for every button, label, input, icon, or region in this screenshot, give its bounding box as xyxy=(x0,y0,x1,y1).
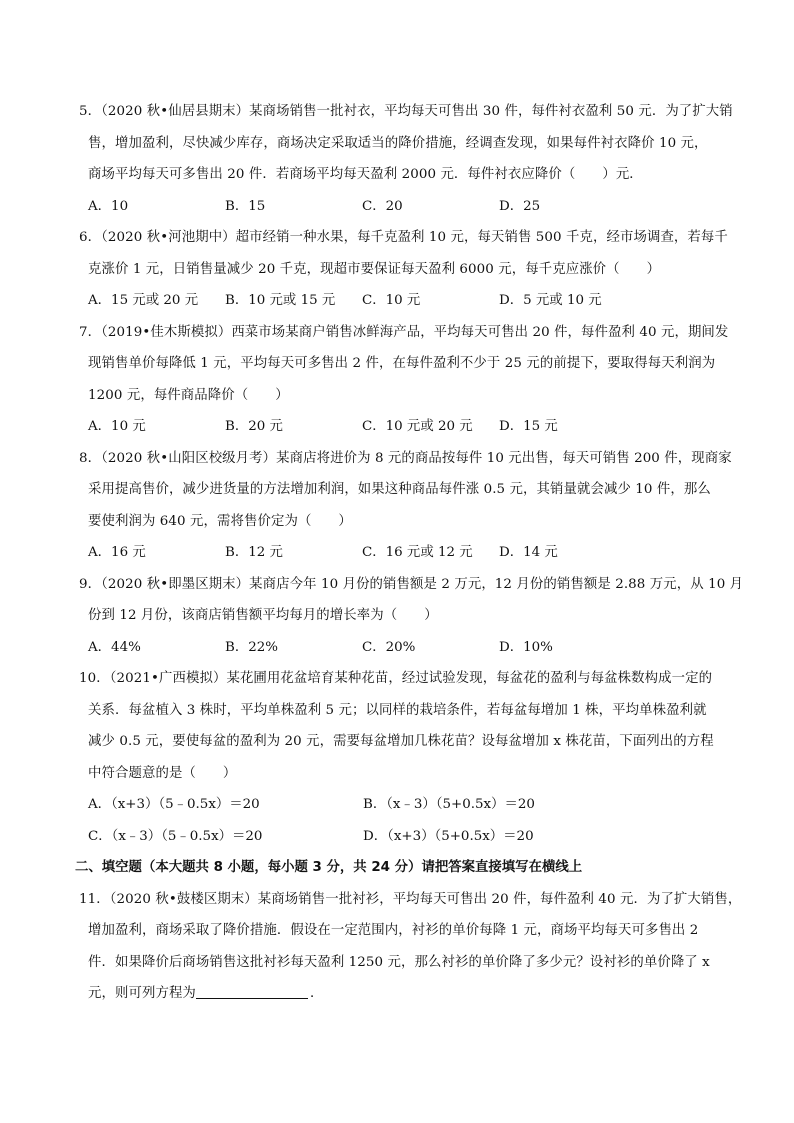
option-d: D．5 元或 10 元 xyxy=(499,293,602,308)
question-7 xyxy=(79,317,729,443)
question-11-end-mark: ． xyxy=(309,986,324,1001)
question-10 xyxy=(79,663,728,852)
section-2-heading: 二、填空题（本大题共 8 小题，每小题 3 分，共 24 分）请把答案直接填写在横线上 xyxy=(75,860,583,875)
question-7-line-2: 现销售单价每降低 1 元，平均每天可多售出 2 件，在每件盈利不少于 25 元的前提下，要取得每天利润为 xyxy=(88,356,716,371)
question-10-options-row-1 xyxy=(88,789,728,821)
question-9-line-1: 9．（2020 秋•即墨区期末）某商店今年 10 月份的销售额是 2 万元，12 月份的销售额是 2.88 万元，从 10 月 xyxy=(79,576,744,592)
question-9-line-2: 份到 12 月份，该商店销售额平均每月的增长率为（ ） xyxy=(88,608,438,623)
option-b: B．12 元 xyxy=(225,545,283,560)
question-9-options xyxy=(88,632,728,664)
question-10-line-3: 减少 0.5 元，要使每盆的盈利为 20 元，需要每盆增加几株花苗？设每盆增加 x 株花苗，下面列出的方程 xyxy=(88,734,714,749)
question-6-options xyxy=(88,285,728,317)
question-7-line-1: 7．（2019•佳木斯模拟）西菜市场某商户销售冰鲜海产品，平均每天可售出 20 件，每件盈利 40 元，期间发 xyxy=(79,324,729,340)
answer-blank[interactable] xyxy=(196,984,308,999)
question-8-line-2: 采用提高售价，减少进货量的方法增加利润，如果这种商品每件涨 0.5 元，其销量就会减少 10 件，那么 xyxy=(88,482,711,497)
question-6-line-2: 克涨价 1 元，日销售量减少 20 千克，现超市要保证每天盈利 6000 元，每千克应涨价（ ） xyxy=(88,261,661,277)
option-d: D．15 元 xyxy=(499,419,558,434)
question-5-options xyxy=(88,191,728,223)
option-c: C．（x﹣3）（5﹣0.5x）＝20 xyxy=(88,828,263,844)
question-10-line-2: 关系．每盆植入 3 株时，平均单株盈利 5 元；以同样的栽培条件，若每盆每增加 1 株，平均单株盈利就 xyxy=(88,702,707,718)
question-5-line-2: 售，增加盈利，尽快减少库存，商场决定采取适当的降价措施，经调查发现，如果每件衬衣降价 10 元， xyxy=(88,135,708,151)
question-6-line-1: 6．（2020 秋•河池期中）超市经销一种水果，每千克盈利 10 元，每天销售 500 千克，经市场调查，若每千 xyxy=(79,230,728,245)
question-7-options xyxy=(88,411,728,443)
option-c: C．16 元或 12 元 xyxy=(362,545,473,560)
question-5 xyxy=(79,96,733,222)
option-b: B．20 元 xyxy=(225,419,283,434)
worksheet-page xyxy=(75,96,744,1010)
question-8-options xyxy=(88,537,728,569)
option-d: D．10% xyxy=(499,639,553,655)
question-6 xyxy=(79,222,728,317)
question-8-line-3: 要使利润为 640 元，需将售价定为（ ） xyxy=(88,513,352,529)
option-a: A．10 元 xyxy=(88,419,146,434)
question-11-line-4 xyxy=(88,978,728,1010)
option-d: D．（x+3）（5+0.5x）＝20 xyxy=(363,828,534,844)
question-11-line-3: 件．如果降价后商场销售这批衬衫每天盈利 1250 元，那么衬衫的单价降了多少元？设衬衫的单价降了 x xyxy=(88,954,710,970)
question-11-line-1: 11．（2020 秋•鼓楼区期末）某商场销售一批衬衫，平均每天可售出 20 件，每件盈利 40 元．为了扩大销售， xyxy=(79,891,742,907)
question-11 xyxy=(79,884,742,1010)
option-b: B．10 元或 15 元 xyxy=(225,293,336,308)
option-c: C．10 元 xyxy=(362,293,421,308)
option-a: A．44% xyxy=(88,639,141,655)
option-a: A．（x+3）（5﹣0.5x）＝20 xyxy=(88,797,260,812)
option-a: A．15 元或 20 元 xyxy=(88,293,199,308)
option-b: B．22% xyxy=(225,639,278,655)
option-c: C．20% xyxy=(362,639,416,655)
question-7-line-3: 1200 元，每件商品降价（ ） xyxy=(88,387,289,403)
option-a: A．10 xyxy=(88,198,129,214)
option-c: C．10 元或 20 元 xyxy=(362,419,473,434)
option-c: C．20 xyxy=(362,198,403,214)
question-5-line-1: 5．（2020 秋•仙居县期末）某商场销售一批衬衣，平均每天可售出 30 件，每件衬衣盈利 50 元．为了扩大销 xyxy=(79,104,733,119)
option-d: D．25 xyxy=(499,198,541,214)
question-10-line-1: 10．（2021•广西模拟）某花圃用花盆培育某种花苗，经过试验发现，每盆花的盈利与每盆株数构成一定的 xyxy=(79,671,713,686)
question-11-line-4-text: 元，则可列方程为 xyxy=(88,986,196,1001)
option-d: D．14 元 xyxy=(499,545,558,560)
question-9 xyxy=(79,569,744,664)
question-8-line-1: 8．（2020 秋•山阳区校级月考）某商店将进价为 8 元的商品按每件 10 元出售，每天可销售 200 件，现商家 xyxy=(79,450,732,466)
question-10-options-row-2 xyxy=(88,821,728,853)
option-b: B．15 xyxy=(225,198,266,214)
question-8 xyxy=(79,443,732,569)
question-5-line-3: 商场平均每天可多售出 20 件．若商场平均每天盈利 2000 元．每件衬衣应降价（ ）元． xyxy=(88,167,643,182)
question-11-line-2: 增加盈利，商场采取了降价措施．假设在一定范围内，衬衫的单价每降 1 元，商场平均每天可多售出 2 xyxy=(88,923,699,938)
option-b: B．（x﹣3）（5+0.5x）＝20 xyxy=(363,797,535,812)
option-a: A．16 元 xyxy=(88,545,146,560)
question-10-line-4: 中符合题意的是（ ） xyxy=(88,765,237,781)
